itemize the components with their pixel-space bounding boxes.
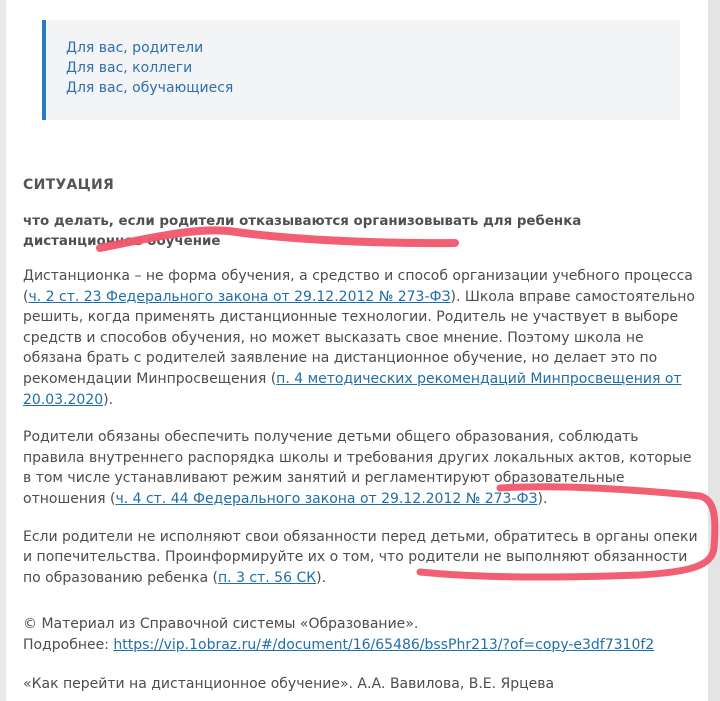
paragraph-3 [23,527,698,589]
ministry-recommendations-link[interactable]: п. 4 методических рекомендаций Минпросвещения от 20.03.2020 [23,370,682,408]
law-link-273fz-art44[interactable]: ч. 4 ст. 44 Федерального закона от 29.12.2012 № 273-ФЗ [115,490,538,507]
source-note [23,614,698,655]
paragraph-2-text-b: ). [537,490,548,507]
source-more-line [23,635,698,656]
nav-link-students[interactable]: Для вас, обучающиеся [66,80,234,96]
audience-nav [42,20,680,120]
nav-accent-bar [42,20,46,120]
situation-question: что делать, если родители отказываются организовывать для ребенка дистанционное обучение [23,214,582,249]
paragraph-2 [23,427,698,509]
law-link-273fz-art23[interactable]: ч. 2 ст. 23 Федерального закона от 29.12.2012 № 273-ФЗ [28,288,451,305]
paragraph-1-text-c: ). [103,391,114,408]
right-edge [708,0,720,701]
article-attribution: «Как перейти на дистанционное обучение». А.А. Вавилова, В.Е. Ярцева [23,675,555,692]
paragraph-1 [23,266,698,410]
situation-heading: СИТУАЦИЯ [23,177,115,193]
nav-link-colleagues[interactable]: Для вас, коллеги [66,60,193,76]
paragraph-2-text-a: Родители обязаны обеспечить получение детьми общего образования, соблюдать правила внутреннего распорядка школы и требования других локальных актов, которые в том числе устанавливают режим занятий и регламентируют образовательные отношения ( [23,429,692,507]
paragraph-1-text-b: ). Школа вправе самостоятельно решить, когда применять дистанционные технологии. Родитель не участвует в выборе средств и способов обучения, но может высказать свое мнение. Поэтому школа не обязана брать с родителей заявление на дистанционное обучение, но делает это по рекомендации Минпросвещения ( [23,288,695,387]
paragraph-3-text-a: Если родители не исполняют свои обязанности перед детьми, обратитесь в органы опеки и попечительства. Проинформируйте их о том, что родители не выполняют обязанности по образованию ребенка ( [23,528,698,586]
paragraph-3-text-b: ). [316,569,327,586]
paragraph-1-text-a: Дистанционка – не форма обучения, а средство и способ организации учебного процесса ( [23,268,693,305]
source-url-link[interactable]: https://vip.1obraz.ru/#/document/16/65486/bssPhr213/?of=copy-e3df7310f2 [113,636,655,653]
nav-link-parents[interactable]: Для вас, родители [66,40,204,56]
source-copyright: © Материал из Справочной системы «Образование». [23,616,419,633]
left-edge [0,0,6,701]
family-code-link[interactable]: п. 3 ст. 56 СК [218,569,317,586]
source-more-label: Подробнее: [23,636,114,653]
article [23,175,698,694]
